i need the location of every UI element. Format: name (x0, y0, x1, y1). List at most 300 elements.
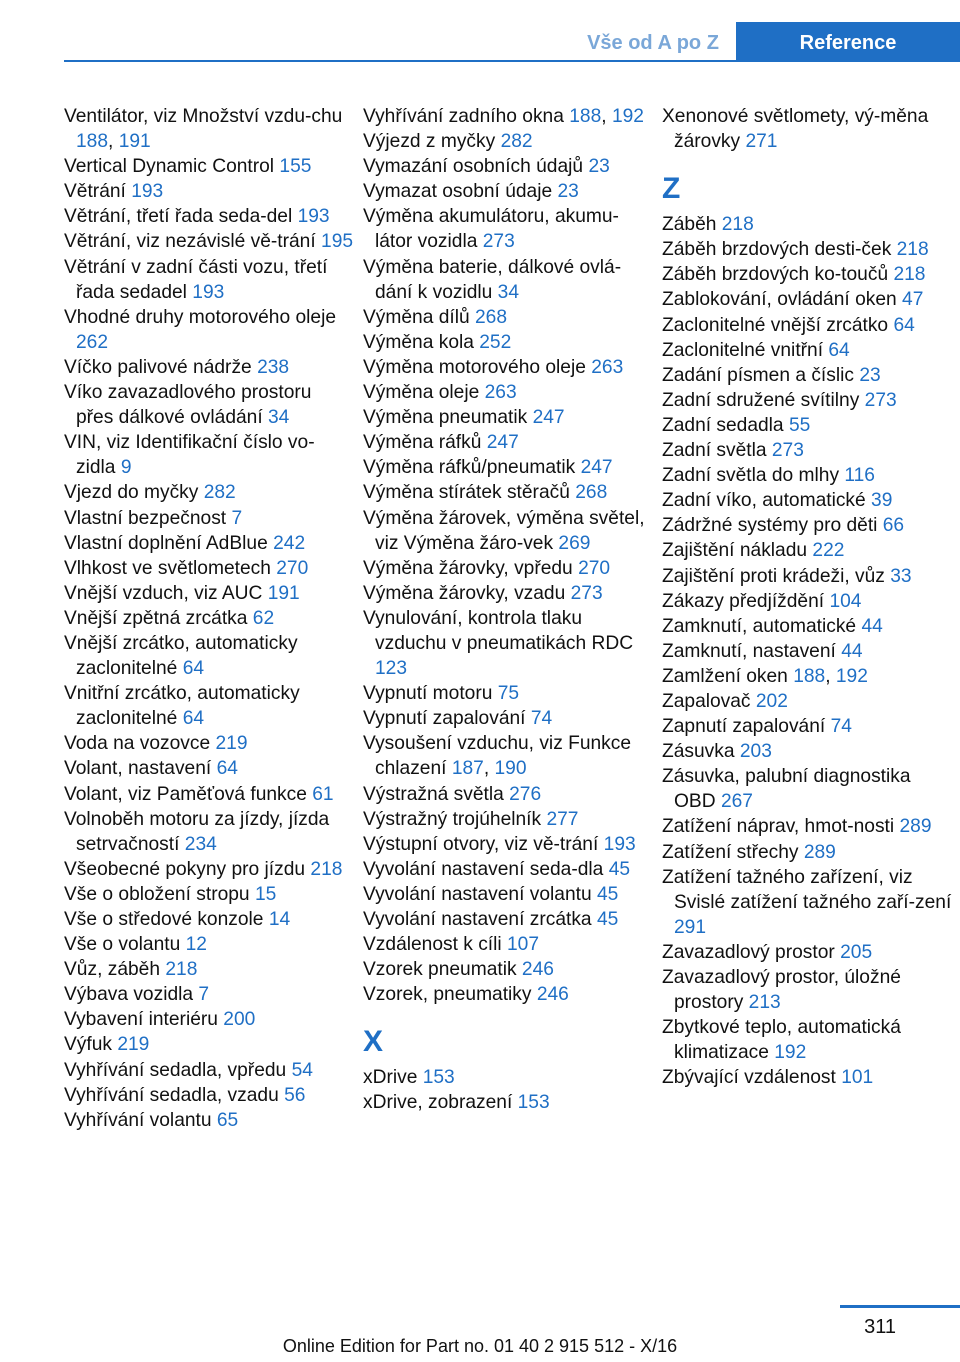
index-entry (363, 807, 653, 832)
index-term: Výměna baterie, dálkové ovlá-dání k vozidlu (363, 256, 622, 303)
page-ref-link[interactable]: 9 (120, 457, 132, 479)
page-ref-link[interactable]: 218 (310, 858, 343, 880)
page-ref-link[interactable]: 107 (507, 934, 540, 956)
index-term: Zadní světla (662, 440, 767, 462)
index-term: xDrive, zobrazení (363, 1092, 513, 1114)
index-entry (363, 882, 653, 907)
index-entry (64, 104, 354, 154)
index-term: Výjezd z myčky (363, 131, 496, 153)
index-term: Vyhřívání volantu (64, 1109, 212, 1131)
index-term: Výměna ráfků (363, 432, 482, 454)
index-term: Vůz, záběh (64, 959, 161, 981)
page-ref-link[interactable]: 219 (117, 1034, 150, 1056)
index-term: Zákazy předjíždění (662, 590, 825, 612)
index-entry (64, 1083, 354, 1108)
page-ref-link[interactable]: 193 (131, 181, 164, 203)
index-entry (363, 330, 653, 355)
index-entry (662, 388, 952, 413)
index-entry (64, 957, 354, 982)
page-ref-link[interactable]: 64 (182, 658, 205, 680)
index-term: Výbava vozidla (64, 984, 194, 1006)
index-entry (363, 606, 653, 681)
index-entry (662, 589, 952, 614)
index-term: Zajištění proti krádeži, vůz (662, 565, 885, 587)
index-entry (363, 204, 653, 254)
page-ref-link[interactable]: 23 (588, 156, 610, 178)
page-number: 311 (864, 1316, 896, 1338)
index-column-3 (662, 104, 952, 1090)
index-term: Výměna akumulátoru, akumu-látor vozidla (363, 206, 619, 253)
index-term: Zaclonitelné vnější zrcátko (662, 314, 889, 336)
index-term: Záběh brzdových desti-ček (662, 239, 892, 261)
page-ref-link[interactable]: 190 (494, 758, 527, 780)
index-term: Zablokování, ovládání oken (662, 289, 897, 311)
index-entry (662, 237, 952, 262)
index-entry (662, 965, 952, 1015)
page-ref-link[interactable]: 44 (861, 615, 883, 637)
index-term: Zamknutí, nastavení (662, 640, 836, 662)
index-entry (64, 154, 354, 179)
footer-rule (840, 1305, 960, 1308)
page-ref-link[interactable]: 7 (198, 984, 210, 1006)
page-ref-link[interactable]: 34 (268, 407, 290, 429)
index-entry (363, 455, 653, 480)
page-ref-link[interactable]: 153 (517, 1092, 550, 1114)
index-term: Vjezd do myčky (64, 482, 199, 504)
page-ref-link[interactable]: 193 (297, 206, 330, 228)
index-term: Volnoběh motoru za jízdy, jízda setrvačností (64, 808, 330, 855)
index-term: Všeobecné pokyny pro jízdu (64, 858, 306, 880)
page-ref-link[interactable]: 213 (748, 992, 781, 1014)
page-ref-link[interactable]: 277 (546, 808, 579, 830)
index-entry (64, 179, 354, 204)
index-term: Volant, viz Paměťová funkce (64, 783, 307, 805)
index-term: Vymazání osobních údajů (363, 156, 584, 178)
index-term: Vzorek pneumatik (363, 959, 517, 981)
page-ref-link[interactable]: 64 (893, 314, 915, 336)
index-entry (64, 380, 354, 430)
index-entry (64, 681, 354, 731)
index-term: Vlastní doplnění AdBlue (64, 532, 268, 554)
index-entry (363, 129, 653, 154)
page-ref-link[interactable]: 47 (902, 289, 924, 311)
index-entry (64, 531, 354, 556)
page-ref-link[interactable]: 262 (76, 331, 109, 353)
page-ref-link[interactable]: 191 (267, 582, 300, 604)
index-entry (64, 1032, 354, 1057)
index-entry (662, 538, 952, 563)
index-term: Výměna žárovky, vzadu (363, 582, 566, 604)
index-entry (64, 782, 354, 807)
index-entry (363, 932, 653, 957)
index-term: Zbytkové teplo, automatická klimatizace (662, 1017, 901, 1064)
page-ref-link[interactable]: 252 (479, 331, 512, 353)
index-term: Zadní sedadla (662, 414, 784, 436)
index-term: Zavazadlový prostor (662, 941, 835, 963)
index-term: Vše o volantu (64, 934, 181, 956)
index-term: Vyvolání nastavení volantu (363, 883, 592, 905)
page-ref-link[interactable]: 218 (721, 214, 754, 236)
index-entry (64, 430, 354, 480)
header-section-title: Vše od A po Z (587, 32, 719, 54)
page-ref-link[interactable]: 246 (521, 959, 554, 981)
index-term: Větrání, třetí řada seda-del (64, 206, 293, 228)
page-ref-link[interactable]: 242 (273, 532, 306, 554)
index-term: Zatížení střechy (662, 841, 799, 863)
page-ref-link[interactable]: 55 (788, 414, 811, 436)
index-term: Vyhřívání zadního okna (363, 106, 564, 127)
index-term: Víko zavazadlového prostoru přes dálkové ovládání (64, 382, 312, 429)
page-ref-link[interactable]: 61 (312, 783, 334, 805)
index-letter-heading: X (363, 1025, 384, 1059)
index-entry (64, 807, 354, 857)
page-ref-link[interactable]: 246 (536, 984, 569, 1006)
index-term: Zadní víko, automatické (662, 490, 866, 512)
page-ref-link[interactable]: 193 (192, 281, 225, 303)
page-ref-link[interactable]: 23 (557, 181, 579, 203)
page-ref-link[interactable]: 247 (532, 407, 565, 429)
index-term: Volant, nastavení (64, 758, 212, 780)
page-ref-link[interactable]: 123 (375, 658, 408, 680)
page-ref-link[interactable]: 187 (451, 758, 484, 780)
index-term: Vertical Dynamic Control (64, 156, 275, 178)
index-entry (64, 907, 354, 932)
index-entry (662, 363, 952, 388)
index-term: Vlastní bezpečnost (64, 507, 227, 529)
index-entry (662, 714, 952, 739)
page-ref-link[interactable]: 234 (184, 833, 217, 855)
index-entry (64, 606, 354, 631)
page-ref-link[interactable]: 271 (745, 131, 778, 153)
index-term: Zavazadlový prostor, úložné prostory (662, 967, 901, 1014)
page-separator: , (108, 131, 114, 153)
index-entry (662, 639, 952, 664)
page-ref-link[interactable]: 282 (203, 482, 236, 504)
page-ref-link[interactable]: 205 (840, 941, 873, 963)
index-entry (363, 706, 653, 731)
index-term: Vyvolání nastavení seda-dla (363, 858, 604, 880)
page-ref-link[interactable]: 218 (165, 959, 198, 981)
index-term: Větrání (64, 181, 126, 203)
page-ref-link[interactable]: 193 (603, 833, 636, 855)
page-ref-link[interactable]: 188 (76, 131, 109, 153)
page-ref-link[interactable]: 44 (841, 640, 863, 662)
index-entry (363, 1090, 653, 1115)
index-term: VIN, viz Identifikační číslo vo-zidla (64, 432, 315, 479)
index-entry (363, 1065, 653, 1090)
page-ref-link[interactable]: 45 (596, 909, 619, 930)
index-entry (662, 513, 952, 538)
index-entry (363, 681, 653, 706)
page-header (0, 0, 960, 62)
index-term: Zapnutí zapalování (662, 716, 826, 738)
index-term: Xenonové světlomety, vý-měna žárovky (662, 106, 929, 153)
index-entry (662, 840, 952, 865)
index-entry (363, 380, 653, 405)
index-term: Výměna motorového oleje (363, 356, 586, 378)
page-ref-link[interactable]: 202 (755, 690, 788, 712)
index-column-1 (64, 104, 354, 1133)
index-term: Vlhkost ve světlometech (64, 557, 271, 579)
index-entry (662, 1015, 952, 1065)
page-ref-link[interactable]: 273 (482, 231, 515, 253)
index-term: Zamknutí, automatické (662, 615, 857, 637)
index-entry (662, 739, 952, 764)
page-ref-link[interactable]: 282 (500, 131, 533, 153)
page-ref-link[interactable]: 222 (812, 540, 845, 562)
index-term: Vhodné druhy motorového oleje (64, 306, 337, 328)
index-term: Zatížení tažného zařízení, viz Svislé zatížení tažného zaří-zení (662, 866, 952, 913)
page-ref-link[interactable]: 104 (829, 590, 862, 612)
page-ref-link[interactable]: 155 (279, 156, 312, 178)
page-separator: , (601, 106, 607, 127)
index-entry (662, 940, 952, 965)
index-entry (363, 832, 653, 857)
page-ref-link[interactable]: 62 (252, 607, 275, 629)
index-term: Výměna kola (363, 331, 474, 353)
page-ref-link[interactable]: 273 (570, 582, 603, 604)
page-ref-link[interactable]: 276 (509, 783, 542, 805)
page-ref-link[interactable]: 289 (899, 816, 932, 838)
index-entry (64, 305, 354, 355)
index-term: Zásuvka (662, 741, 735, 763)
page-ref-link[interactable]: 291 (674, 916, 707, 938)
page-ref-link[interactable]: 219 (215, 733, 248, 755)
index-entry (363, 857, 653, 882)
page-ref-link[interactable]: 267 (720, 791, 753, 813)
index-entry (662, 262, 952, 287)
index-entry (662, 313, 952, 338)
index-term: Výměna žárovky, vpředu (363, 557, 573, 579)
header-rule (64, 60, 960, 62)
index-term: Vnější vzduch, viz AUC (64, 582, 263, 604)
page-ref-link[interactable]: 116 (844, 465, 875, 487)
page-ref-link[interactable]: 200 (223, 1009, 256, 1031)
index-entry (363, 907, 653, 932)
index-entry (64, 932, 354, 957)
index-term: Zadání písmen a číslic (662, 364, 854, 386)
index-entry (662, 764, 952, 814)
index-term: Vyhřívání sedadla, vpředu (64, 1059, 287, 1081)
index-entry (363, 104, 653, 129)
page-ref-link[interactable]: 238 (257, 356, 290, 378)
page-ref-link[interactable]: 263 (484, 382, 517, 404)
index-entry (64, 506, 354, 531)
page-ref-link[interactable]: 65 (216, 1109, 239, 1131)
page-ref-link[interactable]: 218 (896, 239, 929, 261)
index-term: Víčko palivové nádrže (64, 356, 252, 378)
page-ref-link[interactable]: 195 (321, 231, 354, 253)
index-entry (64, 756, 354, 781)
page-ref-link[interactable]: 247 (486, 432, 519, 454)
page-separator: , (483, 758, 490, 780)
page-ref-link[interactable]: 269 (558, 532, 591, 554)
page-ref-link[interactable]: 64 (216, 758, 238, 780)
index-term: Vzdálenost k cíli (363, 934, 502, 956)
index-entry (662, 413, 952, 438)
page-ref-link[interactable]: 7 (231, 507, 243, 529)
index-entry (662, 614, 952, 639)
index-term: Zadní světla do mlhy (662, 465, 840, 487)
page-ref-link[interactable]: 101 (841, 1067, 874, 1089)
page-ref-link[interactable]: 268 (575, 482, 608, 504)
page-ref-link[interactable]: 188 (569, 106, 602, 127)
index-term: Zapalovač (662, 690, 751, 712)
page-ref-link[interactable]: 75 (497, 683, 520, 705)
index-entry (662, 814, 952, 839)
index-entry (363, 556, 653, 581)
index-term: Výstražný trojúhelník (363, 808, 542, 830)
index-letter-heading: Z (662, 172, 681, 206)
index-entry (64, 355, 354, 380)
index-term: Vnější zrcátko, automaticky zaclonitelné (64, 632, 298, 680)
page-ref-link[interactable]: 14 (268, 909, 291, 930)
index-entry (662, 438, 952, 463)
index-term: Vzorek, pneumatiky (363, 984, 532, 1006)
page-ref-link[interactable]: 39 (871, 490, 893, 512)
page-ref-link[interactable]: 23 (859, 364, 881, 386)
index-entry (363, 480, 653, 505)
index-column-2 (363, 104, 653, 1116)
index-entry (662, 564, 952, 589)
page-ref-link[interactable]: 192 (611, 106, 644, 127)
index-entry (662, 104, 952, 154)
page-ref-link[interactable]: 33 (890, 565, 912, 587)
index-term: Zamlžení oken (662, 665, 788, 687)
index-entry (662, 1065, 952, 1090)
page-ref-link[interactable]: 268 (475, 306, 508, 328)
index-term: Vypnutí zapalování (363, 708, 526, 730)
index-entry (662, 338, 952, 363)
index-entry (363, 506, 653, 556)
page-ref-link[interactable]: 64 (182, 708, 205, 730)
index-entry (363, 255, 653, 305)
index-entry (64, 255, 354, 305)
index-term: Vybavení interiéru (64, 1009, 218, 1031)
index-term: Zásuvka, palubní diagnostika OBD (662, 766, 911, 813)
header-chapter-tab: Reference (736, 22, 960, 62)
index-entry (662, 488, 952, 513)
index-term: Vše o středové konzole (64, 909, 264, 930)
index-entry (363, 782, 653, 807)
index-entry (64, 556, 354, 581)
index-term: Výměna žárovek, výměna světel, viz Výměna žáro-vek (363, 507, 645, 554)
index-term: Výměna stírátek stěračů (363, 482, 570, 504)
page-ref-link[interactable]: 273 (864, 389, 897, 411)
page-ref-link[interactable]: 45 (596, 883, 619, 905)
page-ref-link[interactable]: 270 (578, 557, 611, 579)
index-entry (64, 857, 354, 882)
index-term: Zbývající vzdálenost (662, 1067, 836, 1089)
index-entry (662, 463, 952, 488)
index-entry (363, 355, 653, 380)
page-ref-link[interactable]: 45 (608, 858, 631, 880)
page-ref-link[interactable]: 54 (291, 1059, 313, 1081)
index-term: Výměna ráfků/pneumatik (363, 457, 576, 479)
index-term: Zatížení náprav, hmot-nosti (662, 816, 895, 838)
index-entry (64, 480, 354, 505)
index-entry (662, 664, 952, 689)
index-term: Zádržné systémy pro děti (662, 515, 878, 537)
page-ref-link[interactable]: 15 (254, 883, 277, 905)
page-ref-link[interactable]: 188 (793, 665, 826, 687)
index-term: xDrive (363, 1067, 418, 1089)
index-entry (64, 631, 354, 681)
page-separator: , (825, 665, 831, 687)
page-ref-link[interactable]: 270 (276, 557, 309, 579)
index-term: Výměna dílů (363, 306, 470, 328)
index-term: Větrání v zadní části vozu, třetí řada sedadel (64, 256, 328, 303)
index-term: Záběh (662, 214, 717, 236)
index-entry (662, 689, 952, 714)
index-entry (64, 1058, 354, 1083)
index-term: Výstupní otvory, viz vě-trání (363, 833, 599, 855)
index-term: Zadní sdružené svítilny (662, 389, 860, 411)
index-term: Vnitřní zrcátko, automaticky zaclonitelné (64, 683, 300, 730)
index-entry (363, 430, 653, 455)
index-entry (64, 882, 354, 907)
index-term: Výměna oleje (363, 382, 480, 404)
index-entry (64, 982, 354, 1007)
index-entry (64, 731, 354, 756)
index-entry (64, 229, 354, 254)
page-ref-link[interactable]: 203 (739, 741, 772, 763)
page-ref-link[interactable]: 263 (591, 356, 624, 378)
index-entry (363, 982, 653, 1007)
index-entry (363, 179, 653, 204)
index-term: Zaclonitelné vnitřní (662, 339, 824, 361)
index-entry (662, 212, 952, 237)
page-ref-link[interactable]: 74 (830, 716, 852, 738)
index-entry (662, 287, 952, 312)
index-term: Záběh brzdových ko-toučů (662, 264, 889, 286)
index-entry (662, 865, 952, 940)
index-entry (64, 1108, 354, 1133)
index-entry (363, 731, 653, 781)
page-ref-link[interactable]: 192 (835, 665, 868, 687)
index-term: Vyvolání nastavení zrcátka (363, 909, 592, 930)
index-term: Výměna pneumatik (363, 407, 528, 429)
index-entry (64, 204, 354, 229)
index-entry (64, 1007, 354, 1032)
index-term: Vše o obložení stropu (64, 883, 250, 905)
page-ref-link[interactable]: 12 (185, 934, 207, 956)
page-ref-link[interactable]: 247 (580, 457, 613, 479)
index-term: Vysoušení vzduchu, viz Funkce chlazení (363, 733, 632, 780)
index-entry (363, 305, 653, 330)
page-ref-link[interactable]: 153 (422, 1067, 455, 1089)
index-entry (363, 154, 653, 179)
index-term: Ventilátor, viz Množství vzdu-chu (64, 106, 343, 127)
page-ref-link[interactable]: 218 (893, 264, 926, 286)
page-ref-link[interactable]: 66 (882, 515, 905, 537)
page-ref-link[interactable]: 74 (530, 708, 553, 730)
page-ref-link[interactable]: 273 (771, 440, 804, 462)
page-ref-link[interactable]: 64 (828, 339, 850, 361)
page-ref-link[interactable]: 192 (774, 1042, 807, 1064)
index-term: Výstražná světla (363, 783, 504, 805)
index-term: Vypnutí motoru (363, 683, 493, 705)
page-ref-link[interactable]: 56 (284, 1084, 306, 1106)
index-term: Vyhřívání sedadla, vzadu (64, 1084, 279, 1106)
index-term: Vynulování, kontrola tlaku vzduchu v pneumatikách RDC (363, 607, 634, 654)
page-ref-link[interactable]: 289 (803, 841, 836, 863)
index-term: Voda na vozovce (64, 733, 211, 755)
index-entry (363, 405, 653, 430)
page-ref-link[interactable]: 34 (497, 281, 520, 303)
page-ref-link[interactable]: 191 (118, 131, 151, 153)
index-entry (363, 957, 653, 982)
